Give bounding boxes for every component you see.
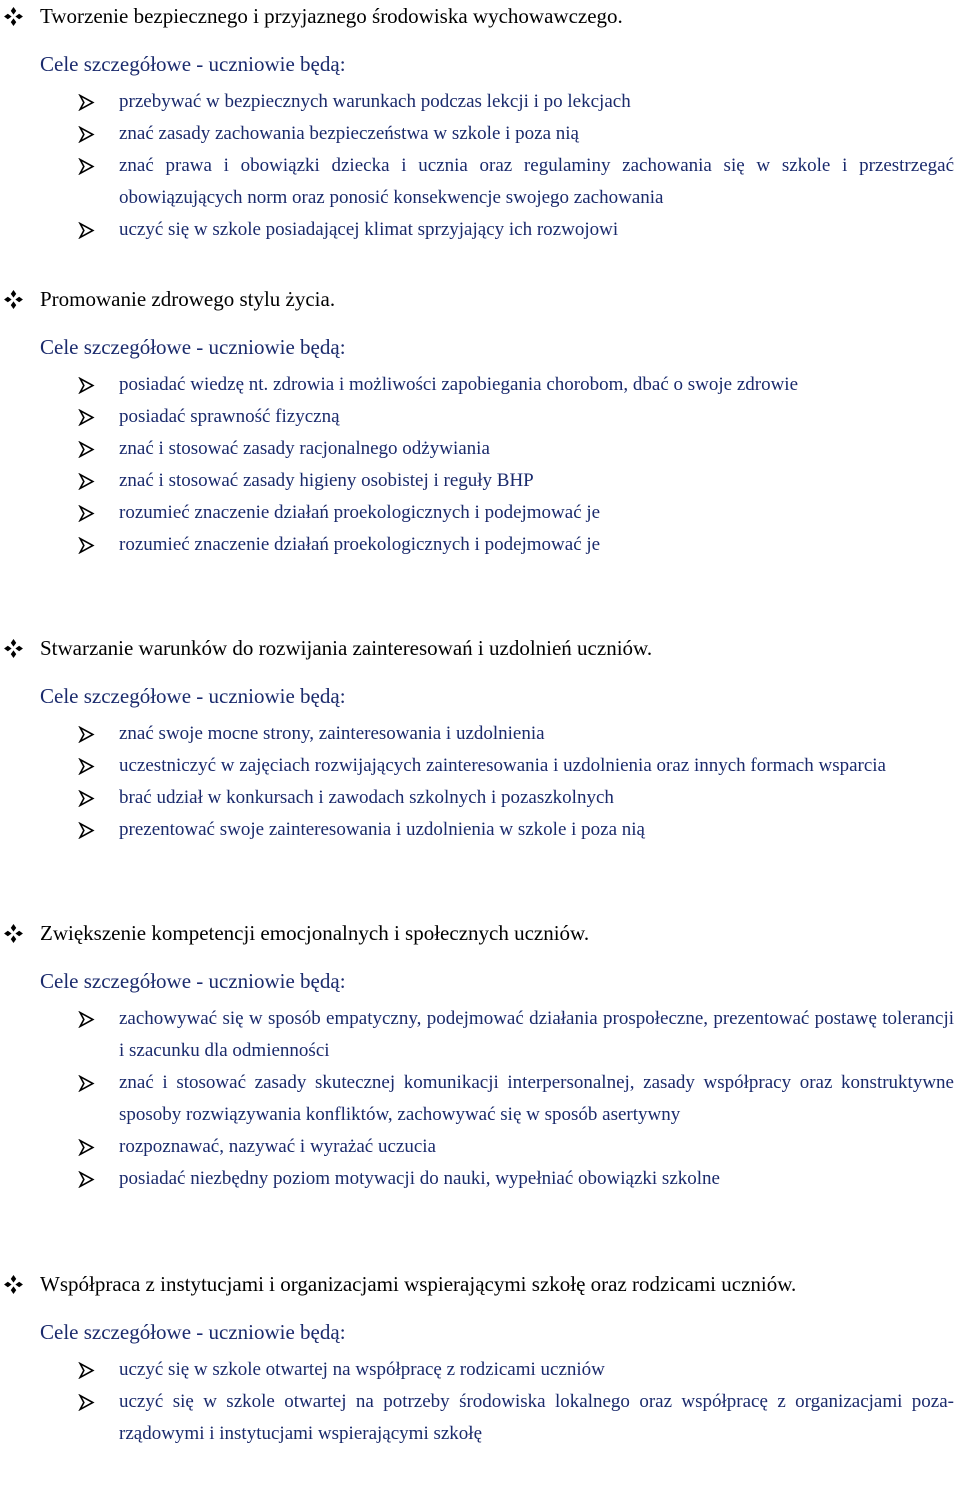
arrowhead-icon: [78, 473, 95, 490]
arrowhead-icon: [78, 94, 95, 111]
section-heading-text: Tworzenie bezpiecznego i przyjaznego środowiska wychowawczego.: [40, 4, 623, 28]
objective-item: [0, 497, 960, 529]
objective-text: posiadać wiedzę nt. zdrowia i możliwości zapobiegania chorobom, dbać o swoje zdrowie: [119, 374, 799, 395]
objective-item: [0, 1067, 960, 1131]
arrowhead-icon: [78, 537, 95, 554]
arrowhead-icon: [78, 126, 95, 143]
section-subheading: Cele szczegółowe - uczniowie będą:: [40, 1320, 346, 1344]
four-diamond-icon: [3, 1274, 24, 1295]
objective-text: uczyć się w szkole otwartej na potrzeby środowiska lokalnego oraz współpracę z organizacjami poza-rządowymi i instytucjami wspierającymi szkołę: [119, 1391, 954, 1444]
arrowhead-icon: [78, 1394, 95, 1411]
four-diamond-icon: [3, 923, 24, 944]
section-heading: [0, 1268, 960, 1300]
objective-item: [0, 401, 960, 433]
objective-text: prezentować swoje zainteresowania i uzdolnienia w szkole i poza nią: [119, 819, 645, 840]
objective-item: [0, 750, 960, 782]
objective-item: [0, 718, 960, 750]
objective-item: [0, 1131, 960, 1163]
arrowhead-icon: [78, 377, 95, 394]
objective-item: [0, 214, 960, 246]
arrowhead-icon: [78, 1139, 95, 1156]
section-heading-text: Współpraca z instytucjami i organizacjami wspierającymi szkołę oraz rodzicami uczniów.: [40, 1272, 797, 1296]
goal-section: [0, 0, 960, 246]
objective-text: zachowywać się w sposób empatyczny, podejmować działania prospołeczne, prezentować postawę tolerancji i szacunku dla odmienności: [119, 1008, 954, 1061]
objective-text: znać zasady zachowania bezpieczeństwa w szkole i poza nią: [119, 123, 579, 144]
section-subheading: Cele szczegółowe - uczniowie będą:: [40, 335, 346, 359]
section-heading: [0, 632, 960, 664]
objective-list: [0, 1003, 960, 1195]
objective-item: [0, 782, 960, 814]
objective-text: znać i stosować zasady higieny osobistej i reguły BHP: [119, 470, 534, 491]
objective-item: [0, 86, 960, 118]
objective-item: [0, 1163, 960, 1195]
objective-text: przebywać w bezpiecznych warunkach podczas lekcji i po lekcjach: [119, 91, 631, 112]
arrowhead-icon: [78, 1011, 95, 1028]
objective-text: posiadać niezbędny poziom motywacji do nauki, wypełniać obowiązki szkolne: [119, 1168, 720, 1189]
arrowhead-icon: [78, 790, 95, 807]
goal-section: [0, 632, 960, 846]
section-subheading: Cele szczegółowe - uczniowie będą:: [40, 52, 346, 76]
objective-text: rozumieć znaczenie działań proekologicznych i podejmować je: [119, 534, 601, 555]
objective-text: uczestniczyć w zajęciach rozwijających zainteresowania i uzdolnienia oraz innych formach wsparcia: [119, 755, 886, 776]
arrowhead-icon: [78, 726, 95, 743]
objective-item: [0, 1003, 960, 1067]
section-heading: [0, 0, 960, 32]
section-heading: [0, 917, 960, 949]
arrowhead-icon: [78, 1075, 95, 1092]
arrowhead-icon: [78, 822, 95, 839]
objective-item: [0, 1386, 960, 1450]
four-diamond-icon: [3, 638, 24, 659]
objective-item: [0, 118, 960, 150]
arrowhead-icon: [78, 1362, 95, 1379]
objective-text: znać i stosować zasady racjonalnego odżywiania: [119, 438, 490, 459]
arrowhead-icon: [78, 222, 95, 239]
goal-section: [0, 283, 960, 561]
arrowhead-icon: [78, 441, 95, 458]
section-heading-text: Zwiększenie kompetencji emocjonalnych i społecznych uczniów.: [40, 921, 590, 945]
objective-item: [0, 814, 960, 846]
section-heading-text: Promowanie zdrowego stylu życia.: [40, 287, 336, 311]
objective-text: rozpoznawać, nazywać i wyrażać uczucia: [119, 1136, 436, 1157]
objective-item: [0, 465, 960, 497]
objective-item: [0, 369, 960, 401]
objective-list: [0, 369, 960, 561]
section-heading-text: Stwarzanie warunków do rozwijania zainteresowań i uzdolnień uczniów.: [40, 636, 653, 660]
objective-item: [0, 433, 960, 465]
section-heading: [0, 283, 960, 315]
objective-item: [0, 1354, 960, 1386]
objective-item: [0, 150, 960, 214]
objective-list: [0, 86, 960, 246]
four-diamond-icon: [3, 6, 24, 27]
objective-text: uczyć się w szkole otwartej na współpracę z rodzicami uczniów: [119, 1359, 605, 1380]
arrowhead-icon: [78, 505, 95, 522]
arrowhead-icon: [78, 758, 95, 775]
arrowhead-icon: [78, 1171, 95, 1188]
four-diamond-icon: [3, 289, 24, 310]
objective-text: znać prawa i obowiązki dziecka i ucznia oraz regulaminy zachowania się w szkole i przestrzegać obowiązujących norm oraz ponosić konsekwencje swojego zachowania: [119, 155, 954, 208]
arrowhead-icon: [78, 409, 95, 426]
objective-text: rozumieć znaczenie działań proekologicznych i podejmować je: [119, 502, 601, 523]
section-subheading: Cele szczegółowe - uczniowie będą:: [40, 684, 346, 708]
objective-text: znać i stosować zasady skutecznej komunikacji interpersonalnej, zasady współpracy oraz konstruktywne sposoby rozwiązywania konfliktów, zachowywać się w sposób asertywny: [119, 1072, 954, 1125]
objective-text: uczyć się w szkole posiadającej klimat sprzyjający ich rozwojowi: [119, 219, 619, 240]
objective-list: [0, 718, 960, 846]
goal-section: [0, 1268, 960, 1450]
objective-text: posiadać sprawność fizyczną: [119, 406, 340, 427]
objective-text: brać udział w konkursach i zawodach szkolnych i pozaszkolnych: [119, 787, 614, 808]
arrowhead-icon: [78, 158, 95, 175]
objective-list: [0, 1354, 960, 1450]
section-subheading: Cele szczegółowe - uczniowie będą:: [40, 969, 346, 993]
objective-text: znać swoje mocne strony, zainteresowania i uzdolnienia: [119, 723, 545, 744]
objective-item: [0, 529, 960, 561]
goal-section: [0, 917, 960, 1195]
